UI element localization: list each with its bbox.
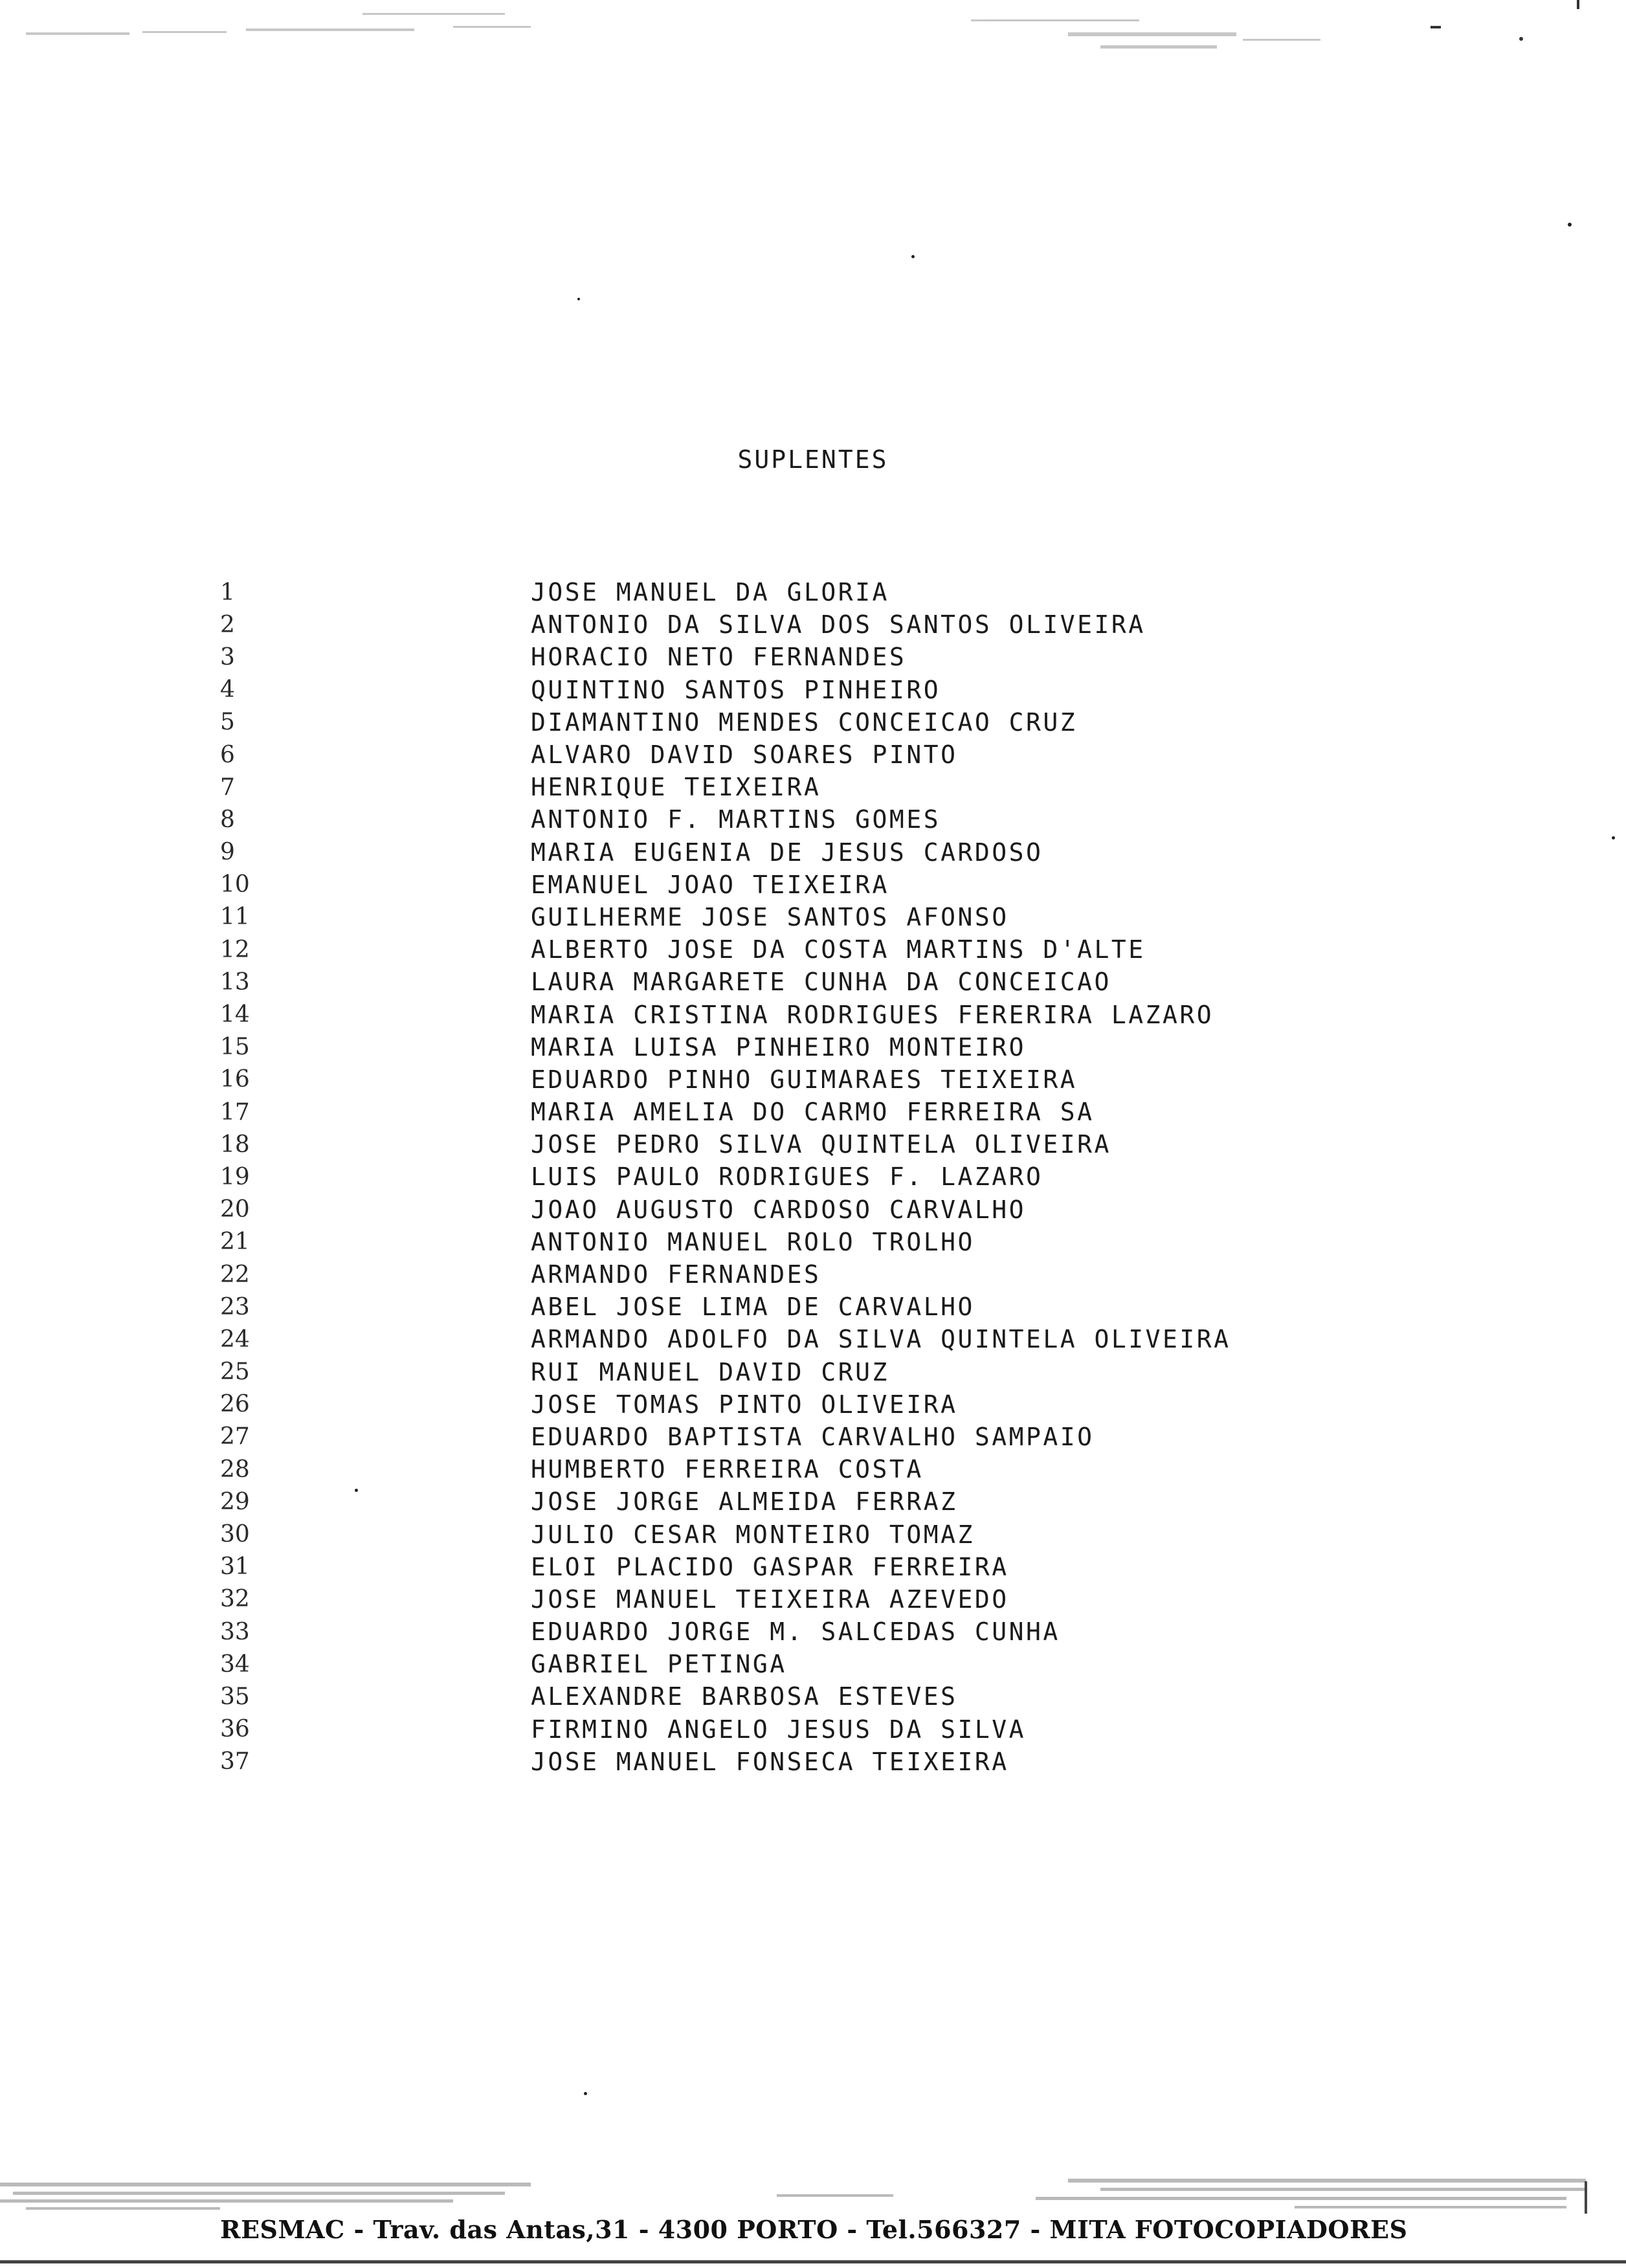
entry-name: DIAMANTINO MENDES CONCEICAO CRUZ	[531, 707, 1078, 737]
list-item	[220, 1194, 1385, 1226]
footer-imprint: RESMAC - Trav. das Antas,31 - 4300 PORTO - Tel.566327 - MITA FOTOCOPIADORES	[220, 2215, 1408, 2244]
entry-name: FIRMINO ANGELO JESUS DA SILVA	[531, 1715, 1026, 1744]
entry-number: 22	[220, 1261, 250, 1288]
list-item	[220, 1128, 1385, 1161]
entry-name: JOSE MANUEL TEIXEIRA AZEVEDO	[531, 1584, 1009, 1614]
entry-number: 24	[220, 1326, 250, 1353]
photocopy-noise-top	[0, 0, 1626, 58]
list-item	[220, 1096, 1385, 1128]
entry-number: 30	[220, 1521, 250, 1548]
entry-number: 17	[220, 1098, 250, 1126]
entry-name: LAURA MARGARETE CUNHA DA CONCEICAO	[531, 968, 1111, 997]
list-item	[220, 1518, 1385, 1550]
entry-name: HORACIO NETO FERNANDES	[531, 643, 907, 672]
list-item	[220, 1063, 1385, 1096]
entry-number: 1	[220, 579, 235, 606]
entry-number: 3	[220, 643, 235, 671]
entry-name: MARIA LUISA PINHEIRO MONTEIRO	[531, 1032, 1026, 1062]
entry-number: 29	[220, 1488, 250, 1515]
list-item	[220, 771, 1385, 803]
entry-number: 32	[220, 1586, 250, 1613]
entry-number: 8	[220, 806, 235, 833]
entry-name: MARIA CRISTINA RODRIGUES FERERIRA LAZARO	[531, 1000, 1214, 1029]
entry-name: ELOI PLACIDO GASPAR FERREIRA	[531, 1552, 1009, 1581]
entry-name: HUMBERTO FERREIRA COSTA	[531, 1455, 924, 1484]
entry-number: 9	[220, 839, 235, 866]
list-item	[220, 836, 1385, 869]
list-item	[220, 1551, 1385, 1583]
entry-number: 37	[220, 1748, 250, 1775]
speck	[577, 298, 580, 300]
list-item	[220, 901, 1385, 933]
entry-number: 33	[220, 1618, 250, 1645]
list-item	[220, 1323, 1385, 1355]
list-item	[220, 1356, 1385, 1388]
entry-number: 11	[220, 904, 250, 931]
entry-name: JOAO AUGUSTO CARDOSO CARVALHO	[531, 1195, 1026, 1224]
list-item	[220, 869, 1385, 901]
list-item	[220, 576, 1385, 608]
list-item	[220, 1453, 1385, 1485]
entry-number: 21	[220, 1228, 250, 1256]
entry-number: 10	[220, 871, 250, 898]
entry-name: ALEXANDRE BARBOSA ESTEVES	[531, 1682, 958, 1711]
speck	[1568, 223, 1572, 227]
list-item	[220, 674, 1385, 706]
list-item	[220, 1485, 1385, 1518]
list-item	[220, 1680, 1385, 1713]
entry-number: 34	[220, 1651, 250, 1678]
entry-number: 5	[220, 709, 235, 736]
speck	[584, 2092, 587, 2095]
entry-number: 25	[220, 1359, 250, 1386]
list-item	[220, 608, 1385, 641]
entry-number: 12	[220, 936, 250, 963]
list-item	[220, 1161, 1385, 1193]
list-item	[220, 1746, 1385, 1778]
entry-number: 23	[220, 1293, 250, 1320]
list-item	[220, 1421, 1385, 1453]
list-item	[220, 1031, 1385, 1063]
entry-name: QUINTINO SANTOS PINHEIRO	[531, 675, 941, 704]
entry-name: JULIO CESAR MONTEIRO TOMAZ	[531, 1520, 975, 1549]
entry-name: MARIA AMELIA DO CARMO FERREIRA SA	[531, 1098, 1095, 1127]
list-item	[220, 1226, 1385, 1258]
entry-name: RUI MANUEL DAVID CRUZ	[531, 1357, 889, 1386]
entry-name: EDUARDO JORGE M. SALCEDAS CUNHA	[531, 1618, 1060, 1647]
entry-name: ALBERTO JOSE DA COSTA MARTINS D'ALTE	[531, 935, 1146, 964]
entry-name: HENRIQUE TEIXEIRA	[531, 773, 821, 802]
list-item	[220, 739, 1385, 771]
entry-name: JOSE MANUEL DA GLORIA	[531, 578, 889, 607]
entry-number: 4	[220, 676, 235, 704]
entry-number: 15	[220, 1034, 250, 1061]
entry-name: JOSE TOMAS PINTO OLIVEIRA	[531, 1390, 958, 1419]
entry-number: 7	[220, 773, 235, 801]
entry-name: ALVARO DAVID SOARES PINTO	[531, 740, 958, 770]
list-item	[220, 803, 1385, 836]
list-item	[220, 1291, 1385, 1323]
entry-name: JOSE PEDRO SILVA QUINTELA OLIVEIRA	[531, 1130, 1111, 1159]
entry-number: 26	[220, 1391, 250, 1418]
list-item	[220, 1713, 1385, 1746]
list-item	[220, 933, 1385, 966]
list-item	[220, 998, 1385, 1030]
entry-name: GABRIEL PETINGA	[531, 1650, 787, 1679]
entry-name: ARMANDO ADOLFO DA SILVA QUINTELA OLIVEIRA	[531, 1325, 1231, 1354]
entry-name: ANTONIO DA SILVA DOS SANTOS OLIVEIRA	[531, 610, 1146, 639]
entry-number: 18	[220, 1131, 250, 1158]
entry-name: ANTONIO F. MARTINS GOMES	[531, 805, 941, 834]
entry-name: JOSE MANUEL FONSECA TEIXEIRA	[531, 1747, 1009, 1776]
entry-name: MARIA EUGENIA DE JESUS CARDOSO	[531, 838, 1043, 867]
entry-name: EDUARDO PINHO GUIMARAES TEIXEIRA	[531, 1065, 1078, 1094]
entry-name: EDUARDO BAPTISTA CARVALHO SAMPAIO	[531, 1422, 1095, 1451]
entry-number: 16	[220, 1066, 250, 1093]
entry-name: JOSE JORGE ALMEIDA FERRAZ	[531, 1487, 958, 1517]
entry-number: 14	[220, 1001, 250, 1028]
entry-number: 19	[220, 1163, 250, 1190]
entry-name: LUIS PAULO RODRIGUES F. LAZARO	[531, 1162, 1043, 1192]
entry-number: 6	[220, 741, 235, 768]
entry-name: ABEL JOSE LIMA DE CARVALHO	[531, 1293, 975, 1322]
substitutes-list	[220, 576, 1385, 1778]
list-item	[220, 641, 1385, 673]
entry-name: ARMANDO FERNANDES	[531, 1260, 821, 1289]
list-item	[220, 1388, 1385, 1421]
entry-number: 27	[220, 1423, 250, 1451]
entry-number: 31	[220, 1553, 250, 1581]
entry-number: 2	[220, 611, 235, 638]
list-item	[220, 966, 1385, 998]
list-item	[220, 1648, 1385, 1680]
entry-number: 13	[220, 968, 250, 995]
entry-number: 28	[220, 1456, 250, 1483]
entry-number: 35	[220, 1683, 250, 1710]
entry-number: 36	[220, 1716, 250, 1743]
entry-name: ANTONIO MANUEL ROLO TROLHO	[531, 1227, 975, 1256]
list-item	[220, 1583, 1385, 1616]
list-item	[220, 706, 1385, 739]
list-item	[220, 1258, 1385, 1291]
page-title: SUPLENTES	[737, 445, 889, 474]
speck	[911, 255, 915, 258]
entry-name: EMANUEL JOAO TEIXEIRA	[531, 870, 889, 899]
entry-name: GUILHERME JOSE SANTOS AFONSO	[531, 902, 1009, 931]
list-item	[220, 1616, 1385, 1648]
speck	[1612, 836, 1615, 839]
entry-number: 20	[220, 1196, 250, 1223]
